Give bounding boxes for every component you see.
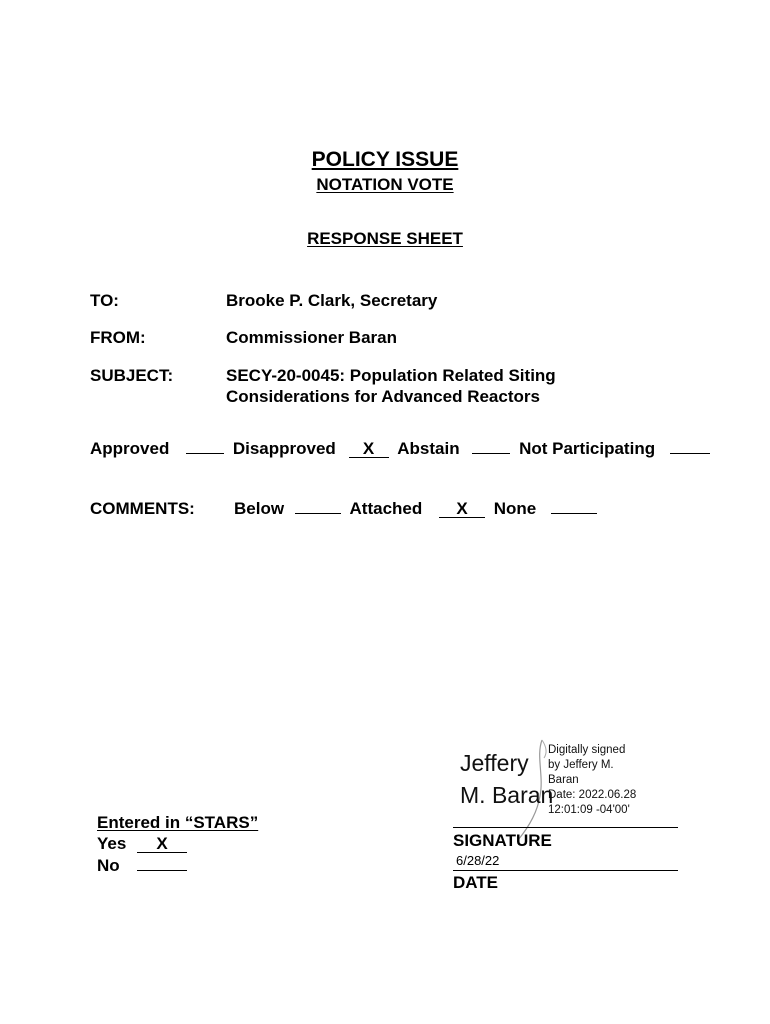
subject-value-line1: SECY-20-0045: Population Related Siting <box>226 366 556 385</box>
to-value: Brooke P. Clark, Secretary <box>226 291 438 310</box>
digital-signature-line3: Baran <box>548 774 579 786</box>
approved-label: Approved <box>90 439 170 458</box>
comments-label: COMMENTS: <box>90 499 195 518</box>
document-subtitle: NOTATION VOTE <box>316 175 454 194</box>
from-value: Commissioner Baran <box>226 328 397 347</box>
date-value: 6/28/22 <box>456 853 500 868</box>
date-line <box>453 870 678 871</box>
none-blank[interactable] <box>551 513 597 514</box>
document-title: POLICY ISSUE <box>311 148 459 171</box>
disapproved-blank[interactable]: X <box>349 440 389 458</box>
attached-blank[interactable]: X <box>439 500 485 518</box>
stars-yes-row <box>97 834 187 854</box>
below-blank[interactable] <box>295 513 341 514</box>
date-label: DATE <box>453 873 499 892</box>
signature-label: SIGNATURE <box>453 831 552 850</box>
stars-yes-blank[interactable]: X <box>137 835 187 853</box>
signature-name-line1: Jeffery <box>460 750 529 776</box>
not-participating-label: Not Participating <box>519 439 656 458</box>
digital-signature-line5: 12:01:09 -04'00' <box>548 804 630 816</box>
attached-label: Attached <box>349 499 423 518</box>
digital-signature-line2: by Jeffery M. <box>548 759 614 771</box>
stars-no-label: No <box>97 856 120 875</box>
digital-signature-line1: Digitally signed <box>548 744 626 756</box>
to-label: TO: <box>90 291 119 310</box>
approved-blank[interactable] <box>186 453 224 454</box>
not-participating-blank[interactable] <box>670 453 710 454</box>
below-label: Below <box>234 499 285 518</box>
signature-name-line2: M. Baran <box>460 782 554 808</box>
from-label: FROM: <box>90 328 146 347</box>
abstain-label: Abstain <box>397 439 460 458</box>
stars-label: Entered in “STARS” <box>97 813 259 832</box>
response-sheet-title: RESPONSE SHEET <box>307 229 463 248</box>
signature-line <box>453 827 678 828</box>
disapproved-label: Disapproved <box>232 439 336 458</box>
subject-label: SUBJECT: <box>90 366 174 385</box>
abstain-blank[interactable] <box>472 453 510 454</box>
comments-options <box>234 499 597 519</box>
vote-row <box>90 439 710 459</box>
none-label: None <box>493 499 537 518</box>
stars-yes-label: Yes <box>97 834 127 853</box>
subject-value-line2: Considerations for Advanced Reactors <box>226 387 540 406</box>
stars-no-blank[interactable] <box>137 870 187 871</box>
digital-signature-line4: Date: 2022.06.28 <box>548 789 637 801</box>
stars-no-row <box>97 856 187 876</box>
